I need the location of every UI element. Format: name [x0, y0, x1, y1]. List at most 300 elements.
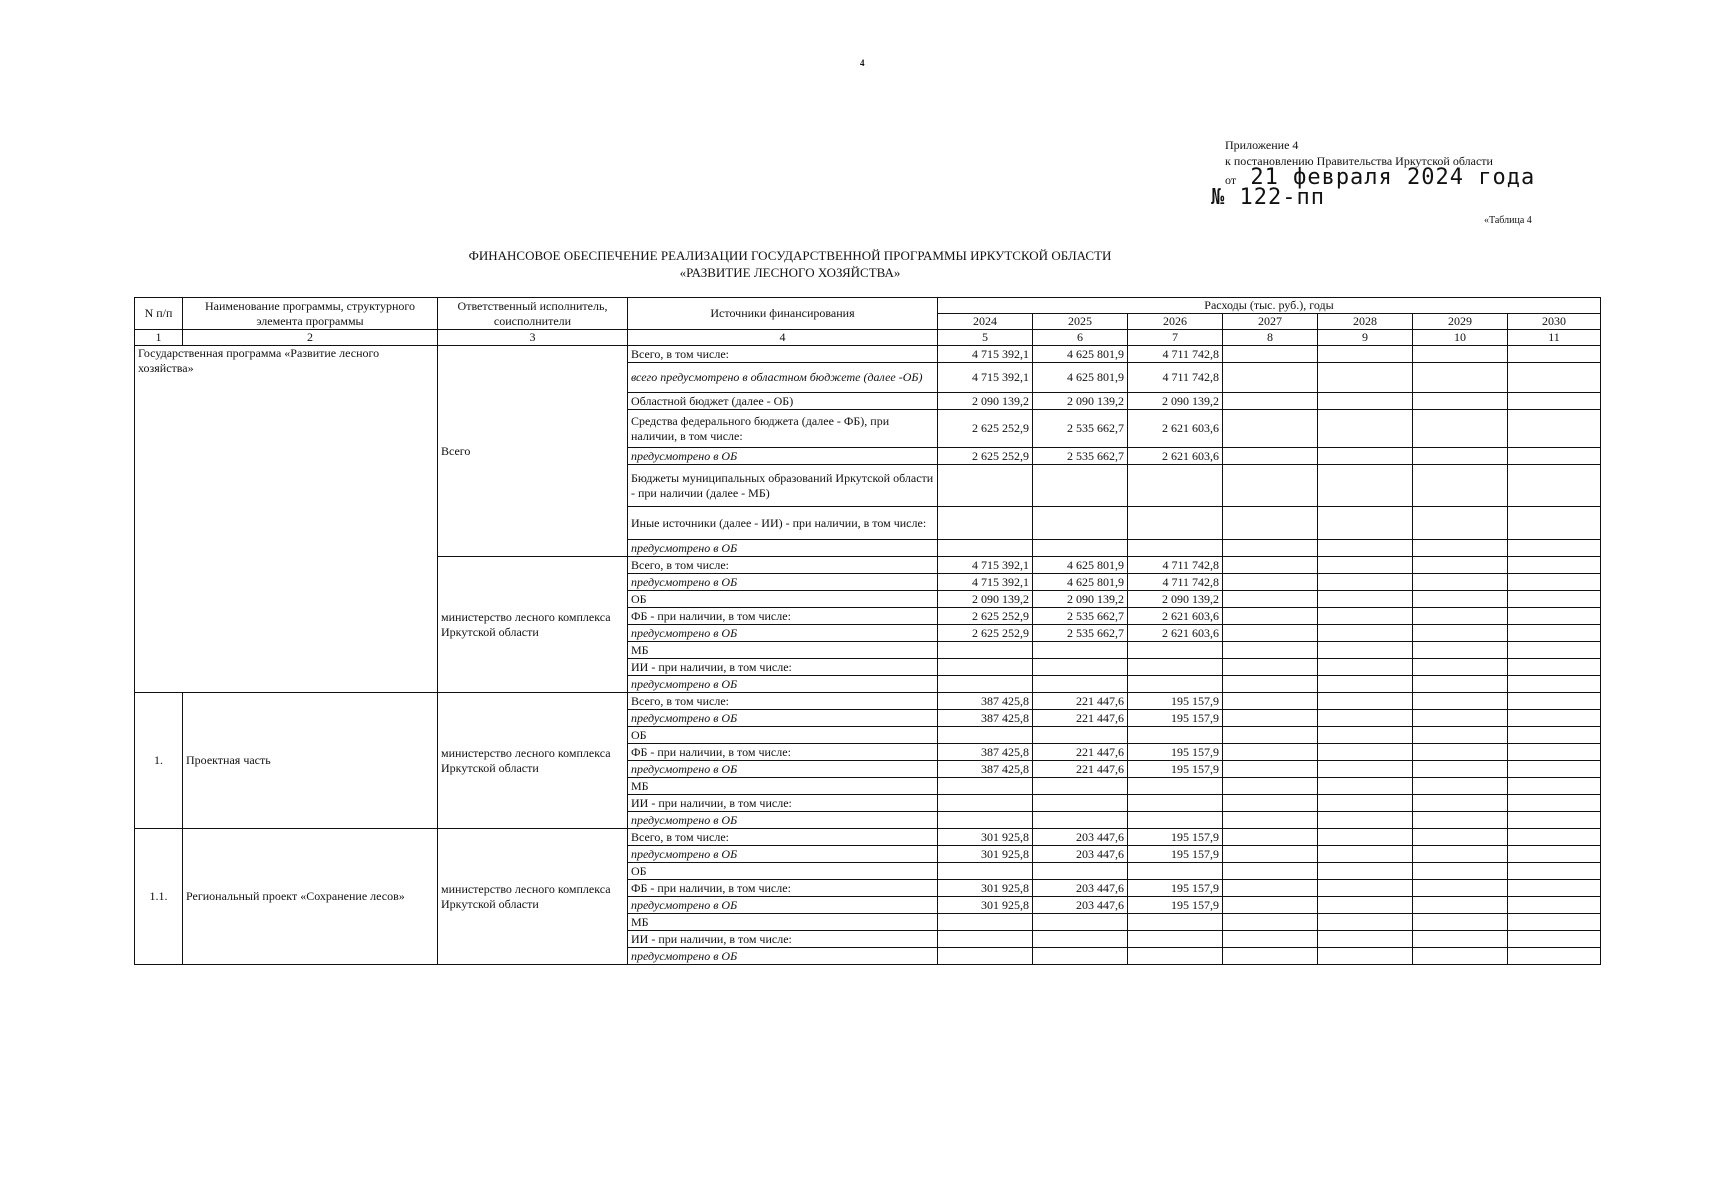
source-cell: предусмотрено в ОБ — [628, 625, 938, 642]
value-cell — [1033, 812, 1128, 829]
value-cell: 203 447,6 — [1033, 829, 1128, 846]
source-cell: предусмотрено в ОБ — [628, 948, 938, 965]
value-cell — [1413, 761, 1508, 778]
value-cell — [1508, 608, 1601, 625]
value-cell — [1033, 507, 1128, 540]
value-cell — [938, 642, 1033, 659]
value-cell — [1033, 465, 1128, 507]
value-cell — [1413, 346, 1508, 363]
source-cell: ФБ - при наличии, в том числе: — [628, 744, 938, 761]
column-number: 7 — [1128, 330, 1223, 346]
source-cell: Всего, в том числе: — [628, 557, 938, 574]
source-cell: предусмотрено в ОБ — [628, 676, 938, 693]
value-cell — [1508, 346, 1601, 363]
value-cell — [1128, 778, 1223, 795]
value-cell — [1318, 795, 1413, 812]
value-cell — [1223, 410, 1318, 448]
value-cell — [1223, 761, 1318, 778]
column-number: 8 — [1223, 330, 1318, 346]
source-cell: ФБ - при наличии, в том числе: — [628, 880, 938, 897]
year-header: 2028 — [1318, 314, 1413, 330]
source-cell: предусмотрено в ОБ — [628, 574, 938, 591]
value-cell — [1508, 448, 1601, 465]
value-cell — [1508, 829, 1601, 846]
source-cell: МБ — [628, 778, 938, 795]
value-cell: 4 625 801,9 — [1033, 363, 1128, 393]
value-cell — [1413, 931, 1508, 948]
value-cell: 387 425,8 — [938, 693, 1033, 710]
source-cell: Иные источники (далее - ИИ) - при наличии, в том числе: — [628, 507, 938, 540]
year-header: 2030 — [1508, 314, 1601, 330]
value-cell: 195 157,9 — [1128, 744, 1223, 761]
value-cell — [1318, 727, 1413, 744]
value-cell — [1318, 744, 1413, 761]
value-cell — [1223, 710, 1318, 727]
value-cell: 4 625 801,9 — [1033, 346, 1128, 363]
executor-cell: министерство лесного комплекса Иркутской области — [438, 829, 628, 965]
source-cell: предусмотрено в ОБ — [628, 812, 938, 829]
value-cell: 2 535 662,7 — [1033, 410, 1128, 448]
value-cell — [1413, 507, 1508, 540]
value-cell: 4 715 392,1 — [938, 346, 1033, 363]
program-name-cell: Государственная программа «Развитие лесного хозяйства» — [135, 346, 438, 693]
value-cell — [1033, 795, 1128, 812]
value-cell — [1318, 659, 1413, 676]
source-cell: ОБ — [628, 863, 938, 880]
value-cell — [1413, 363, 1508, 393]
header-name: Наименование программы, структурного элемента программы — [183, 298, 438, 330]
value-cell — [1508, 761, 1601, 778]
value-cell — [1508, 710, 1601, 727]
value-cell: 2 535 662,7 — [1033, 608, 1128, 625]
value-cell — [938, 540, 1033, 557]
source-cell: Всего, в том числе: — [628, 346, 938, 363]
value-cell — [1223, 829, 1318, 846]
value-cell — [1508, 557, 1601, 574]
value-cell — [1508, 931, 1601, 948]
value-cell — [1128, 914, 1223, 931]
value-cell: 2 625 252,9 — [938, 410, 1033, 448]
element-name: Проектная часть — [183, 693, 438, 829]
value-cell — [1413, 948, 1508, 965]
source-cell: ИИ - при наличии, в том числе: — [628, 795, 938, 812]
value-cell: 4 715 392,1 — [938, 557, 1033, 574]
value-cell — [1318, 948, 1413, 965]
table-row — [135, 346, 1601, 363]
value-cell — [1223, 693, 1318, 710]
value-cell — [1508, 574, 1601, 591]
year-header: 2024 — [938, 314, 1033, 330]
value-cell: 2 621 603,6 — [1128, 448, 1223, 465]
value-cell: 4 711 742,8 — [1128, 363, 1223, 393]
column-number: 11 — [1508, 330, 1601, 346]
value-cell — [1223, 346, 1318, 363]
value-cell: 2 090 139,2 — [1033, 393, 1128, 410]
value-cell — [1223, 863, 1318, 880]
value-cell — [1413, 693, 1508, 710]
value-cell — [1413, 574, 1508, 591]
element-name: Региональный проект «Сохранение лесов» — [183, 829, 438, 965]
value-cell — [1508, 393, 1601, 410]
value-cell: 221 447,6 — [1033, 693, 1128, 710]
value-cell — [1223, 642, 1318, 659]
value-cell: 4 715 392,1 — [938, 363, 1033, 393]
value-cell — [1508, 410, 1601, 448]
column-number: 9 — [1318, 330, 1413, 346]
table-row — [135, 829, 1601, 846]
appendix-block — [1211, 137, 1536, 210]
source-cell: предусмотрено в ОБ — [628, 846, 938, 863]
value-cell — [1033, 948, 1128, 965]
value-cell — [1508, 591, 1601, 608]
value-cell — [1223, 574, 1318, 591]
header-expenses: Расходы (тыс. руб.), годы — [938, 298, 1601, 314]
source-cell: Бюджеты муниципальных образований Иркутской области - при наличии (далее - МБ) — [628, 465, 938, 507]
source-cell: ФБ - при наличии, в том числе: — [628, 608, 938, 625]
value-cell — [1413, 465, 1508, 507]
value-cell — [1413, 880, 1508, 897]
value-cell: 2 535 662,7 — [1033, 448, 1128, 465]
value-cell — [1318, 625, 1413, 642]
value-cell — [1318, 448, 1413, 465]
row-number: 1.1. — [135, 829, 183, 965]
value-cell — [1033, 778, 1128, 795]
value-cell: 4 625 801,9 — [1033, 574, 1128, 591]
value-cell: 4 711 742,8 — [1128, 346, 1223, 363]
table-label: «Таблица 4 — [1484, 215, 1532, 226]
value-cell — [1128, 642, 1223, 659]
value-cell — [938, 812, 1033, 829]
value-cell: 2 090 139,2 — [1128, 393, 1223, 410]
source-cell: предусмотрено в ОБ — [628, 761, 938, 778]
value-cell — [1318, 608, 1413, 625]
value-cell — [1128, 465, 1223, 507]
value-cell — [1318, 846, 1413, 863]
value-cell — [1508, 778, 1601, 795]
value-cell: 195 157,9 — [1128, 710, 1223, 727]
value-cell — [1128, 948, 1223, 965]
value-cell — [1128, 727, 1223, 744]
value-cell — [1318, 465, 1413, 507]
value-cell: 2 090 139,2 — [1033, 591, 1128, 608]
value-cell — [1128, 812, 1223, 829]
value-cell — [1413, 448, 1508, 465]
value-cell — [1318, 897, 1413, 914]
column-number: 3 — [438, 330, 628, 346]
appendix-number: № 122-пп — [1211, 185, 1325, 210]
table-row — [135, 693, 1601, 710]
value-cell — [938, 914, 1033, 931]
appendix-date: 21 февраля 2024 года — [1250, 165, 1536, 190]
executor-cell: министерство лесного комплекса Иркутской области — [438, 557, 628, 693]
source-cell: всего предусмотрено в областном бюджете (далее -ОБ) — [628, 363, 938, 393]
source-cell: ИИ - при наличии, в том числе: — [628, 931, 938, 948]
value-cell — [1413, 659, 1508, 676]
source-cell: предусмотрено в ОБ — [628, 540, 938, 557]
value-cell — [1413, 897, 1508, 914]
value-cell: 2 090 139,2 — [938, 393, 1033, 410]
value-cell — [1128, 863, 1223, 880]
value-cell: 301 925,8 — [938, 897, 1033, 914]
value-cell — [1508, 897, 1601, 914]
value-cell: 195 157,9 — [1128, 829, 1223, 846]
header-executor: Ответственный исполнитель, соисполнители — [438, 298, 628, 330]
value-cell — [1223, 465, 1318, 507]
value-cell — [1033, 931, 1128, 948]
value-cell — [1508, 948, 1601, 965]
year-header: 2025 — [1033, 314, 1128, 330]
value-cell — [1318, 761, 1413, 778]
value-cell — [1223, 727, 1318, 744]
value-cell — [1318, 931, 1413, 948]
value-cell: 203 447,6 — [1033, 897, 1128, 914]
value-cell — [1318, 393, 1413, 410]
financing-table — [134, 297, 1601, 965]
value-cell — [1508, 540, 1601, 557]
appendix-title: Приложение 4 — [1225, 138, 1299, 152]
column-number: 5 — [938, 330, 1033, 346]
value-cell — [1508, 642, 1601, 659]
value-cell: 2 090 139,2 — [1128, 591, 1223, 608]
value-cell — [1318, 574, 1413, 591]
value-cell: 203 447,6 — [1033, 880, 1128, 897]
value-cell — [1318, 642, 1413, 659]
value-cell — [938, 795, 1033, 812]
row-number: 1. — [135, 693, 183, 829]
value-cell: 301 925,8 — [938, 829, 1033, 846]
value-cell — [1318, 346, 1413, 363]
value-cell — [938, 676, 1033, 693]
source-cell: МБ — [628, 914, 938, 931]
value-cell: 221 447,6 — [1033, 761, 1128, 778]
value-cell — [1413, 410, 1508, 448]
title-line-1: ФИНАНСОВОЕ ОБЕСПЕЧЕНИЕ РЕАЛИЗАЦИИ ГОСУДАРСТВЕННОЙ ПРОГРАММЫ ИРКУТСКОЙ ОБЛАСТИ — [468, 248, 1112, 263]
value-cell — [1033, 676, 1128, 693]
value-cell — [938, 931, 1033, 948]
value-cell — [1223, 659, 1318, 676]
value-cell — [1508, 465, 1601, 507]
value-cell: 387 425,8 — [938, 710, 1033, 727]
source-cell: ИИ - при наличии, в том числе: — [628, 659, 938, 676]
value-cell — [1223, 507, 1318, 540]
value-cell — [1128, 676, 1223, 693]
table-body — [135, 298, 1601, 965]
value-cell — [1318, 914, 1413, 931]
value-cell — [938, 727, 1033, 744]
value-cell: 2 621 603,6 — [1128, 625, 1223, 642]
value-cell — [1318, 812, 1413, 829]
document-title — [330, 247, 1250, 281]
value-cell: 387 425,8 — [938, 761, 1033, 778]
value-cell — [1223, 812, 1318, 829]
value-cell — [1128, 540, 1223, 557]
value-cell: 2 625 252,9 — [938, 625, 1033, 642]
page-number: 4 — [860, 58, 865, 68]
value-cell — [1223, 393, 1318, 410]
value-cell — [1223, 540, 1318, 557]
value-cell: 2 090 139,2 — [938, 591, 1033, 608]
value-cell — [1508, 659, 1601, 676]
appendix-resolution: к постановлению Правительства Иркутской области — [1225, 154, 1493, 168]
value-cell: 195 157,9 — [1128, 880, 1223, 897]
value-cell — [1033, 727, 1128, 744]
value-cell — [1223, 931, 1318, 948]
value-cell — [1318, 676, 1413, 693]
value-cell — [1413, 812, 1508, 829]
source-cell: Средства федерального бюджета (далее - ФБ), при наличии, в том числе: — [628, 410, 938, 448]
source-cell: ОБ — [628, 727, 938, 744]
column-number: 1 — [135, 330, 183, 346]
value-cell — [1413, 795, 1508, 812]
value-cell — [1413, 642, 1508, 659]
value-cell — [1223, 363, 1318, 393]
value-cell — [1128, 507, 1223, 540]
title-line-2: «РАЗВИТИЕ ЛЕСНОГО ХОЗЯЙСТВА» — [679, 265, 901, 280]
value-cell: 2 621 603,6 — [1128, 410, 1223, 448]
value-cell — [938, 659, 1033, 676]
value-cell — [1413, 540, 1508, 557]
value-cell — [1223, 880, 1318, 897]
column-number: 4 — [628, 330, 938, 346]
value-cell — [1318, 710, 1413, 727]
value-cell: 195 157,9 — [1128, 693, 1223, 710]
value-cell — [1223, 557, 1318, 574]
value-cell — [1318, 557, 1413, 574]
header-num: N п/п — [135, 298, 183, 330]
value-cell — [1223, 608, 1318, 625]
value-cell — [1033, 914, 1128, 931]
value-cell — [1128, 931, 1223, 948]
value-cell — [1413, 591, 1508, 608]
value-cell — [1508, 880, 1601, 897]
value-cell — [1508, 625, 1601, 642]
value-cell — [1413, 557, 1508, 574]
value-cell — [1223, 914, 1318, 931]
value-cell: 301 925,8 — [938, 880, 1033, 897]
value-cell: 2 535 662,7 — [1033, 625, 1128, 642]
value-cell — [1413, 608, 1508, 625]
value-cell — [938, 948, 1033, 965]
value-cell — [1223, 948, 1318, 965]
value-cell — [1033, 540, 1128, 557]
value-cell — [1128, 659, 1223, 676]
value-cell: 4 715 392,1 — [938, 574, 1033, 591]
value-cell — [1223, 846, 1318, 863]
source-cell: МБ — [628, 642, 938, 659]
value-cell — [1508, 363, 1601, 393]
value-cell: 301 925,8 — [938, 846, 1033, 863]
value-cell — [938, 465, 1033, 507]
value-cell: 195 157,9 — [1128, 846, 1223, 863]
value-cell: 221 447,6 — [1033, 710, 1128, 727]
executor-cell: министерство лесного комплекса Иркутской области — [438, 693, 628, 829]
value-cell: 221 447,6 — [1033, 744, 1128, 761]
value-cell — [1318, 591, 1413, 608]
value-cell — [1508, 795, 1601, 812]
value-cell — [1128, 795, 1223, 812]
column-number: 10 — [1413, 330, 1508, 346]
value-cell — [1318, 829, 1413, 846]
value-cell — [1413, 676, 1508, 693]
column-number: 2 — [183, 330, 438, 346]
value-cell: 203 447,6 — [1033, 846, 1128, 863]
value-cell — [1223, 744, 1318, 761]
column-number: 6 — [1033, 330, 1128, 346]
source-cell: предусмотрено в ОБ — [628, 897, 938, 914]
value-cell: 2 625 252,9 — [938, 448, 1033, 465]
value-cell — [1318, 693, 1413, 710]
value-cell — [1413, 625, 1508, 642]
source-cell: Областной бюджет (далее - ОБ) — [628, 393, 938, 410]
value-cell — [1223, 591, 1318, 608]
value-cell — [1413, 846, 1508, 863]
value-cell: 195 157,9 — [1128, 761, 1223, 778]
value-cell — [1508, 863, 1601, 880]
value-cell — [1413, 829, 1508, 846]
year-header: 2027 — [1223, 314, 1318, 330]
value-cell — [1318, 410, 1413, 448]
value-cell: 4 625 801,9 — [1033, 557, 1128, 574]
value-cell — [1413, 914, 1508, 931]
value-cell: 4 711 742,8 — [1128, 574, 1223, 591]
value-cell — [1033, 863, 1128, 880]
value-cell — [1223, 897, 1318, 914]
value-cell: 2 621 603,6 — [1128, 608, 1223, 625]
value-cell — [1318, 363, 1413, 393]
value-cell — [1413, 863, 1508, 880]
value-cell — [1318, 880, 1413, 897]
value-cell — [938, 507, 1033, 540]
value-cell — [1508, 744, 1601, 761]
value-cell — [1413, 727, 1508, 744]
value-cell — [1223, 795, 1318, 812]
value-cell — [1508, 507, 1601, 540]
value-cell — [938, 778, 1033, 795]
value-cell — [1223, 625, 1318, 642]
source-cell: предусмотрено в ОБ — [628, 710, 938, 727]
value-cell — [1033, 642, 1128, 659]
value-cell — [1508, 727, 1601, 744]
value-cell: 387 425,8 — [938, 744, 1033, 761]
value-cell: 195 157,9 — [1128, 897, 1223, 914]
header-source: Источники финансирования — [628, 298, 938, 330]
source-cell: Всего, в том числе: — [628, 829, 938, 846]
year-header: 2026 — [1128, 314, 1223, 330]
executor-cell: Всего — [438, 346, 628, 557]
value-cell — [1223, 448, 1318, 465]
value-cell — [1318, 507, 1413, 540]
value-cell: 2 625 252,9 — [938, 608, 1033, 625]
source-cell: ОБ — [628, 591, 938, 608]
value-cell — [1223, 778, 1318, 795]
year-header: 2029 — [1413, 314, 1508, 330]
value-cell — [1508, 676, 1601, 693]
value-cell — [1508, 693, 1601, 710]
value-cell — [1033, 659, 1128, 676]
value-cell — [1318, 778, 1413, 795]
source-cell: Всего, в том числе: — [628, 693, 938, 710]
value-cell — [938, 863, 1033, 880]
value-cell — [1223, 676, 1318, 693]
value-cell — [1413, 778, 1508, 795]
value-cell — [1413, 744, 1508, 761]
value-cell — [1318, 863, 1413, 880]
value-cell — [1318, 540, 1413, 557]
column-numbers-row — [135, 330, 1601, 346]
value-cell — [1413, 393, 1508, 410]
source-cell: предусмотрено в ОБ — [628, 448, 938, 465]
value-cell: 4 711 742,8 — [1128, 557, 1223, 574]
